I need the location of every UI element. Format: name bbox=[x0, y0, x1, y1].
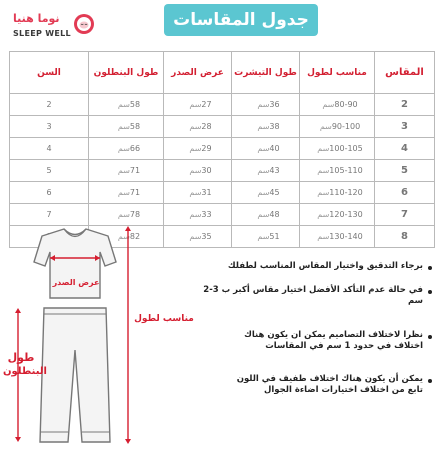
height-label: مناسب لطول bbox=[134, 314, 194, 324]
cell-value: 120-130 bbox=[329, 210, 363, 219]
cell-value: 51 bbox=[269, 232, 280, 241]
cell-fits bbox=[300, 182, 375, 204]
cell-unit: سم bbox=[319, 122, 332, 131]
cell-unit: سم bbox=[257, 210, 270, 219]
table-header-row bbox=[10, 52, 435, 94]
cell-unit: سم bbox=[189, 166, 202, 175]
cell-fits bbox=[300, 160, 375, 182]
cell-value: 78 bbox=[129, 210, 141, 219]
cell-unit: سم bbox=[189, 188, 202, 197]
cell-value: 4 bbox=[401, 143, 408, 154]
cell-shirt bbox=[232, 116, 300, 138]
cell-value: 30 bbox=[201, 166, 212, 175]
cell-value: 27 bbox=[201, 100, 212, 109]
cell-chest bbox=[164, 182, 232, 204]
brand-logo bbox=[9, 8, 101, 42]
cell-unit: سم bbox=[257, 166, 270, 175]
cell-unit: سم bbox=[317, 188, 330, 197]
note-1: برجاء التدقيق واختيار المقاس المناسب لطفلك bbox=[227, 261, 423, 271]
cell-unit: سم bbox=[317, 144, 330, 153]
brand-english-name: SLEEP WELL bbox=[13, 29, 71, 38]
cell-unit: سم bbox=[117, 210, 130, 219]
cell-value: 29 bbox=[201, 144, 212, 153]
cell-size bbox=[375, 94, 435, 116]
cell-value: 7 bbox=[401, 209, 408, 220]
cell-unit: سم bbox=[189, 144, 202, 153]
table-row bbox=[10, 138, 435, 160]
cell-shirt bbox=[232, 94, 300, 116]
cell-value: 35 bbox=[201, 232, 212, 241]
cell-unit: سم bbox=[117, 188, 130, 197]
note-2: في حالة عدم التأكد الأفضل اختيار مقاس أكبر ب 3-2 سم bbox=[203, 285, 423, 306]
cell-unit: سم bbox=[317, 232, 330, 241]
cell-value: 6 bbox=[401, 187, 408, 198]
header-pants-length: طول البنطلون bbox=[89, 52, 164, 94]
cell-value: 110-120 bbox=[329, 188, 363, 197]
cell-chest bbox=[164, 138, 232, 160]
cell-value: 5 bbox=[46, 166, 52, 175]
cell-unit: سم bbox=[117, 144, 130, 153]
header-chest-width: عرض الصدر bbox=[164, 52, 232, 94]
cell-unit: سم bbox=[189, 100, 202, 109]
header-size: المقاس bbox=[375, 52, 435, 94]
cell-value: 4 bbox=[46, 144, 52, 153]
header-fits-height: مناسب لطول bbox=[300, 52, 375, 94]
cell-unit: سم bbox=[257, 144, 270, 153]
cell-value: 45 bbox=[269, 188, 280, 197]
note-bullet-2 bbox=[428, 290, 432, 294]
note-bullet-1 bbox=[428, 266, 432, 270]
brand-arabic-name: نوما هنيا bbox=[13, 12, 60, 25]
note-4: يمكن أن يكون هناك اختلاف طفيف في اللون تابع من اختلاف اختيارات اضاءة الجوال bbox=[236, 374, 423, 395]
cell-value: 105-110 bbox=[329, 166, 363, 175]
cell-value: 71 bbox=[129, 188, 141, 197]
size-table bbox=[9, 51, 435, 248]
cell-pants bbox=[89, 160, 164, 182]
cell-unit: سم bbox=[117, 122, 130, 131]
cell-size bbox=[375, 116, 435, 138]
cell-size bbox=[375, 160, 435, 182]
cell-value: 130-140 bbox=[329, 232, 363, 241]
cell-unit: سم bbox=[257, 232, 270, 241]
note-bullet-3 bbox=[428, 335, 432, 339]
cell-value: 2 bbox=[46, 100, 52, 109]
cell-unit: سم bbox=[117, 232, 130, 241]
cell-age bbox=[10, 116, 89, 138]
cell-fits bbox=[300, 94, 375, 116]
table-row bbox=[10, 94, 435, 116]
table-row bbox=[10, 116, 435, 138]
cell-value: 28 bbox=[201, 122, 212, 131]
cell-value: 31 bbox=[201, 188, 212, 197]
cell-unit: سم bbox=[117, 100, 130, 109]
cell-size bbox=[375, 182, 435, 204]
cell-fits bbox=[300, 116, 375, 138]
cell-value: 6 bbox=[46, 188, 52, 197]
cell-unit: سم bbox=[257, 100, 270, 109]
chest-label: عرض الصدر bbox=[52, 278, 100, 287]
cell-chest bbox=[164, 160, 232, 182]
cell-value: 71 bbox=[129, 166, 141, 175]
cell-age bbox=[10, 182, 89, 204]
pants-outline bbox=[40, 308, 110, 442]
cell-value: 90-100 bbox=[331, 122, 361, 131]
tshirt-outline bbox=[34, 229, 116, 298]
cell-value: 43 bbox=[269, 166, 280, 175]
pants-length-label-line1: طول bbox=[7, 351, 35, 364]
cell-value: 58 bbox=[129, 100, 141, 109]
cell-shirt bbox=[232, 138, 300, 160]
cell-age bbox=[10, 138, 89, 160]
cell-value: 8 bbox=[401, 231, 408, 242]
cell-unit: سم bbox=[117, 166, 130, 175]
cell-shirt bbox=[232, 182, 300, 204]
cell-value: 66 bbox=[129, 144, 141, 153]
cell-age bbox=[10, 94, 89, 116]
header-shirt-length: طول التيشرت bbox=[232, 52, 300, 94]
page-title: جدول المقاسات bbox=[164, 4, 318, 36]
cell-pants bbox=[89, 94, 164, 116]
cell-value: 40 bbox=[269, 144, 280, 153]
cell-value: 36 bbox=[269, 100, 280, 109]
pants-length-label-line2: البنطلون bbox=[3, 366, 47, 377]
cell-value: 80-90 bbox=[334, 100, 358, 109]
cell-unit: سم bbox=[322, 100, 335, 109]
cell-value: 3 bbox=[401, 121, 408, 132]
table-row bbox=[10, 160, 435, 182]
cell-unit: سم bbox=[189, 232, 202, 241]
cell-unit: سم bbox=[317, 166, 330, 175]
cell-fits bbox=[300, 138, 375, 160]
cell-unit: سم bbox=[257, 122, 270, 131]
cell-value: 48 bbox=[269, 210, 280, 219]
table-row bbox=[10, 182, 435, 204]
note-bullet-4 bbox=[428, 379, 432, 383]
cell-value: 2 bbox=[401, 99, 408, 110]
cell-shirt bbox=[232, 160, 300, 182]
cell-value: 3 bbox=[46, 122, 52, 131]
cell-value: 7 bbox=[46, 210, 52, 219]
sleeping-sheep-icon bbox=[71, 10, 97, 36]
cell-unit: سم bbox=[189, 210, 202, 219]
header-age: السن bbox=[10, 52, 89, 94]
cell-value: 82 bbox=[129, 232, 141, 241]
cell-value: 5 bbox=[401, 165, 408, 176]
cell-value: 38 bbox=[269, 122, 280, 131]
cell-pants bbox=[89, 116, 164, 138]
cell-unit: سم bbox=[189, 122, 202, 131]
cell-pants bbox=[89, 138, 164, 160]
cell-chest bbox=[164, 94, 232, 116]
cell-size bbox=[375, 138, 435, 160]
cell-chest bbox=[164, 116, 232, 138]
cell-value: 58 bbox=[129, 122, 141, 131]
note-3: نظرا لاختلاف التصاميم يمكن ان يكون هناك اختلاف في حدود 1 سم في المقاسات bbox=[244, 330, 423, 351]
cell-unit: سم bbox=[257, 188, 270, 197]
cell-unit: سم bbox=[317, 210, 330, 219]
cell-pants bbox=[89, 182, 164, 204]
cell-value: 100-105 bbox=[329, 144, 363, 153]
cell-age bbox=[10, 160, 89, 182]
cell-value: 33 bbox=[201, 210, 212, 219]
